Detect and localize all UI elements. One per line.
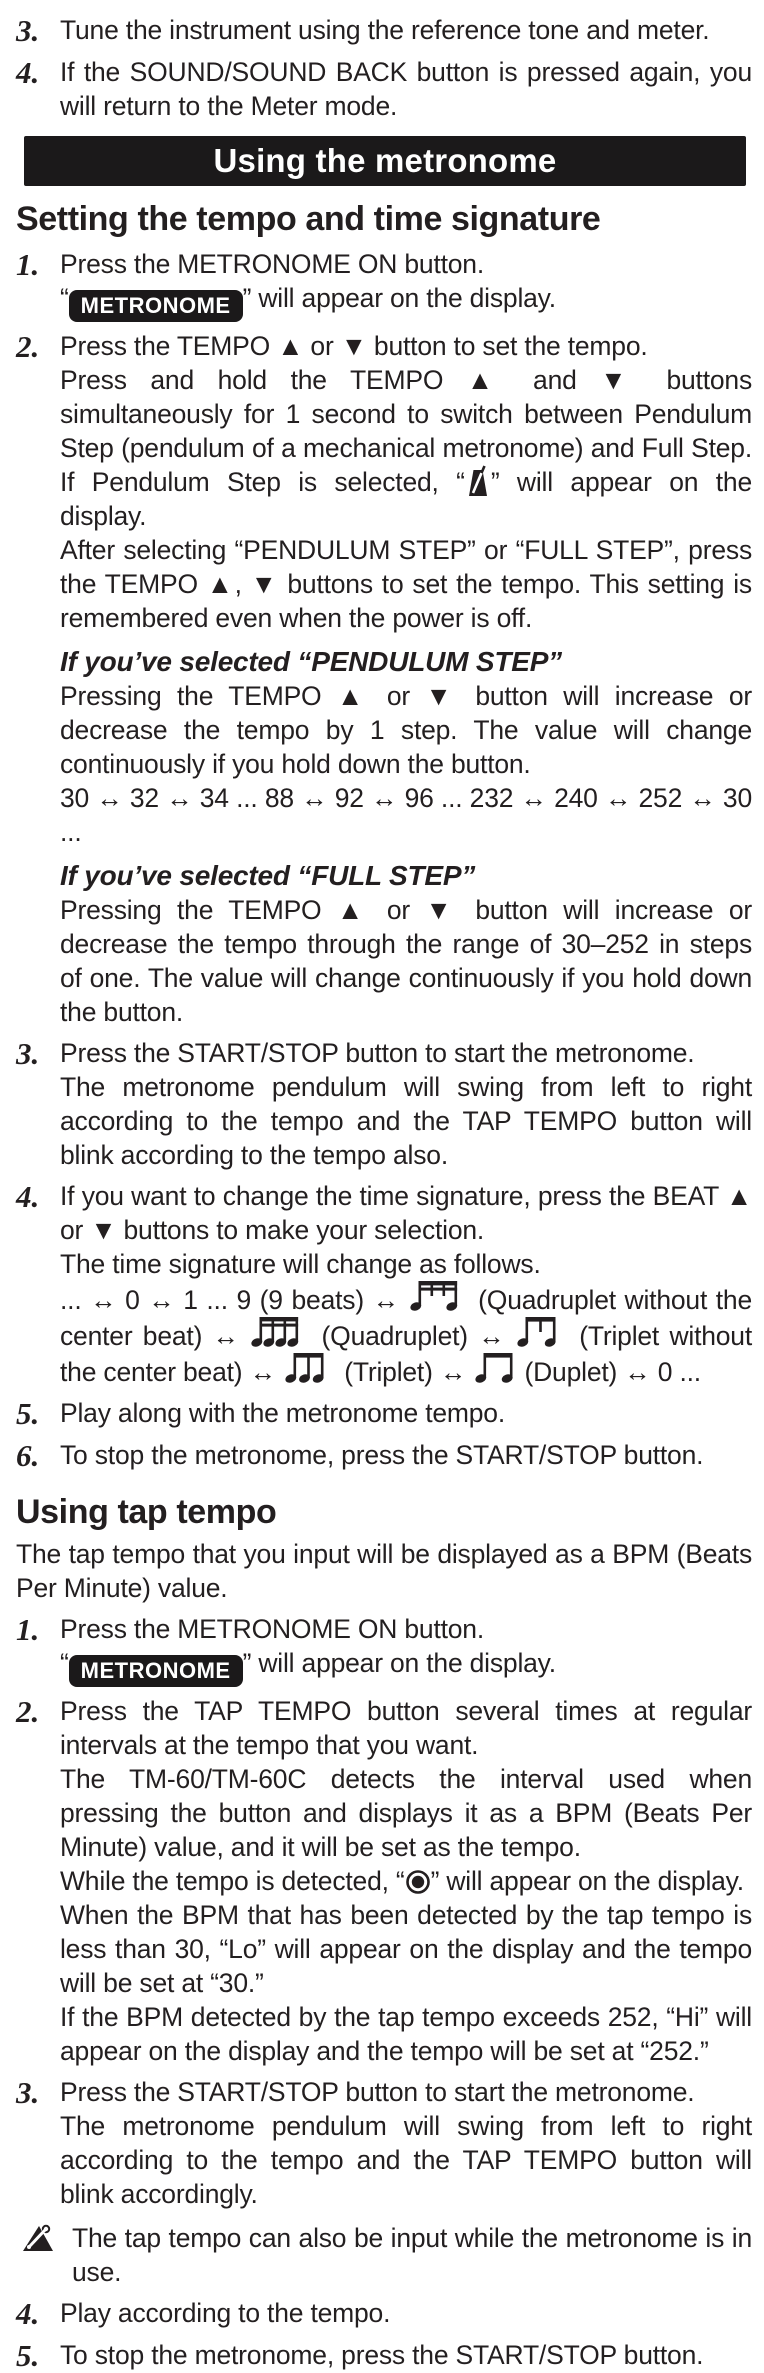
step-text: The metronome pendulum will swing from left to right according to the tempo and the TAP TEMPO button will blink accordingly. <box>60 2111 752 2209</box>
step-number: 3. <box>16 2075 40 2110</box>
step <box>16 55 752 123</box>
step-number: 2. <box>16 329 40 364</box>
step-number: 5. <box>16 2338 40 2373</box>
metronome-mark-icon <box>466 465 490 497</box>
beat-sequence: ... ↔ 0 ↔ 1 ... 9 (9 beats) ↔ (Quadruplet without the center beat) ↔ (Quadruplet) ↔ (Triplet without the center beat) ↔ (Triplet) ↔ (Duplet) ↔ 0 ... <box>60 1281 752 1389</box>
step-text: Press the TEMPO ▲ or ▼ button to set the tempo. <box>60 331 648 361</box>
note-triplet-icon <box>285 1353 335 1384</box>
step <box>16 329 752 1029</box>
step <box>16 2296 752 2331</box>
step-number: 4. <box>16 2296 40 2331</box>
metronome-badge: METRONOME <box>69 290 243 322</box>
step <box>16 2338 752 2373</box>
step-text: Press the METRONOME ON button. <box>60 1614 485 1644</box>
step-text: Press the METRONOME ON button. <box>60 249 485 279</box>
tap-intro: The tap tempo that you input will be displayed as a BPM (Beats Per Minute) value. <box>16 1539 752 1603</box>
step-text: When the BPM that has been detected by the tap tempo is less than 30, “Lo” will appear on the display and the tempo will be set at “30.” <box>60 1900 752 1998</box>
step <box>16 2075 752 2211</box>
pencil-note-icon <box>22 2223 56 2253</box>
step <box>16 1179 752 1389</box>
step-text: The time signature will change as follows. <box>60 1249 541 1279</box>
step-text: Pressing the TEMPO ▲ or ▼ button will increase or decrease the tempo by 1 step. The value will change continuously if you hold down the button. <box>60 681 752 779</box>
step-number: 1. <box>16 1612 40 1647</box>
section-banner <box>24 136 746 186</box>
step-text: If you want to change the time signature, press the BEAT ▲ or ▼ buttons to make your selection. <box>60 1181 752 1245</box>
step-text: Play according to the tempo. <box>60 2298 391 2328</box>
step-number: 4. <box>16 1179 40 1214</box>
step-text: “ METRONOME ” will appear on the display. <box>60 1646 752 1687</box>
step <box>16 1438 752 1473</box>
note-triplet-no-center-icon <box>517 1317 567 1348</box>
step <box>16 1396 752 1431</box>
tip-text: The tap tempo can also be input while the metronome is in use. <box>72 2223 752 2287</box>
step-number: 4. <box>16 55 40 90</box>
step-text: “ METRONOME ” will appear on the display. <box>60 281 752 322</box>
step-number: 3. <box>16 13 40 48</box>
tip-note <box>16 2221 752 2289</box>
subheading-full-step: If you’ve selected “FULL STEP” <box>60 860 476 891</box>
note-quadruplet-no-center-icon <box>410 1281 468 1312</box>
subheading-pendulum-step: If you’ve selected “PENDULUM STEP” <box>60 646 562 677</box>
step-number: 2. <box>16 1694 40 1729</box>
step-number: 1. <box>16 247 40 282</box>
step-number: 5. <box>16 1396 40 1431</box>
step-text: Pressing the TEMPO ▲ or ▼ button will increase or decrease the tempo through the range of 30–252 in steps of one. The value will change continuously if you hold down the button. <box>60 895 752 1027</box>
step <box>16 247 752 322</box>
step <box>16 1694 752 2068</box>
step-text: To stop the metronome, press the START/STOP button. <box>60 1440 704 1470</box>
step-text: Press the START/STOP button to start the metronome. <box>60 1038 695 1068</box>
metronome-badge: METRONOME <box>69 1655 243 1687</box>
note-duplet-icon <box>475 1353 515 1384</box>
step <box>16 1036 752 1172</box>
pendulum-tempo-sequence: 30 ↔ 32 ↔ 34 ... 88 ↔ 92 ↔ 96 ... 232 ↔ 240 ↔ 252 ↔ 30 ... <box>60 783 752 847</box>
step-text: The TM-60/TM-60C detects the interval used when pressing the button and displays it as a BPM (Beats Per Minute) value, and it will be set as the tempo. <box>60 1764 752 1862</box>
step-text: If the SOUND/SOUND BACK button is pressed again, you will return to the Meter mode. <box>60 57 752 121</box>
tap-detect-icon <box>405 1869 431 1895</box>
step-text: Play along with the metronome tempo. <box>60 1398 506 1428</box>
step-text: Tune the instrument using the reference tone and meter. <box>60 15 710 45</box>
step-text: While the tempo is detected, “ ” will appear on the display. <box>60 1866 744 1896</box>
step-text: Press and hold the TEMPO ▲ and ▼ buttons simultaneously for 1 second to switch between Pendulum Step (pendulum of a mechanical metronome) and Full Step. If Pendulum Step is selected, “ ” will appear on the display. <box>60 365 752 531</box>
step <box>16 1612 752 1687</box>
step-number: 3. <box>16 1036 40 1071</box>
step-text: Press the TAP TEMPO button several times at regular intervals at the tempo that you want. <box>60 1696 752 1760</box>
step <box>16 13 752 48</box>
note-quadruplet-icon <box>251 1317 309 1348</box>
step-text: To stop the metronome, press the START/STOP button. <box>60 2340 704 2370</box>
section-banner-title: Using the metronome <box>213 142 557 179</box>
step-text: After selecting “PENDULUM STEP” or “FULL STEP”, press the TEMPO ▲, ▼ buttons to set the tempo. This setting is remembered even when the power is off. <box>60 535 752 633</box>
step-number: 6. <box>16 1438 40 1473</box>
step-text: Press the START/STOP button to start the metronome. <box>60 2077 695 2107</box>
heading-tap-tempo: Using tap tempo <box>16 1493 277 1531</box>
heading-setting-tempo: Setting the tempo and time signature <box>16 200 601 238</box>
step-text: The metronome pendulum will swing from left to right according to the tempo and the TAP TEMPO button will blink according to the tempo also. <box>60 1072 752 1170</box>
step-text: If the BPM detected by the tap tempo exceeds 252, “Hi” will appear on the display and the tempo will be set at “252.” <box>60 2002 752 2066</box>
